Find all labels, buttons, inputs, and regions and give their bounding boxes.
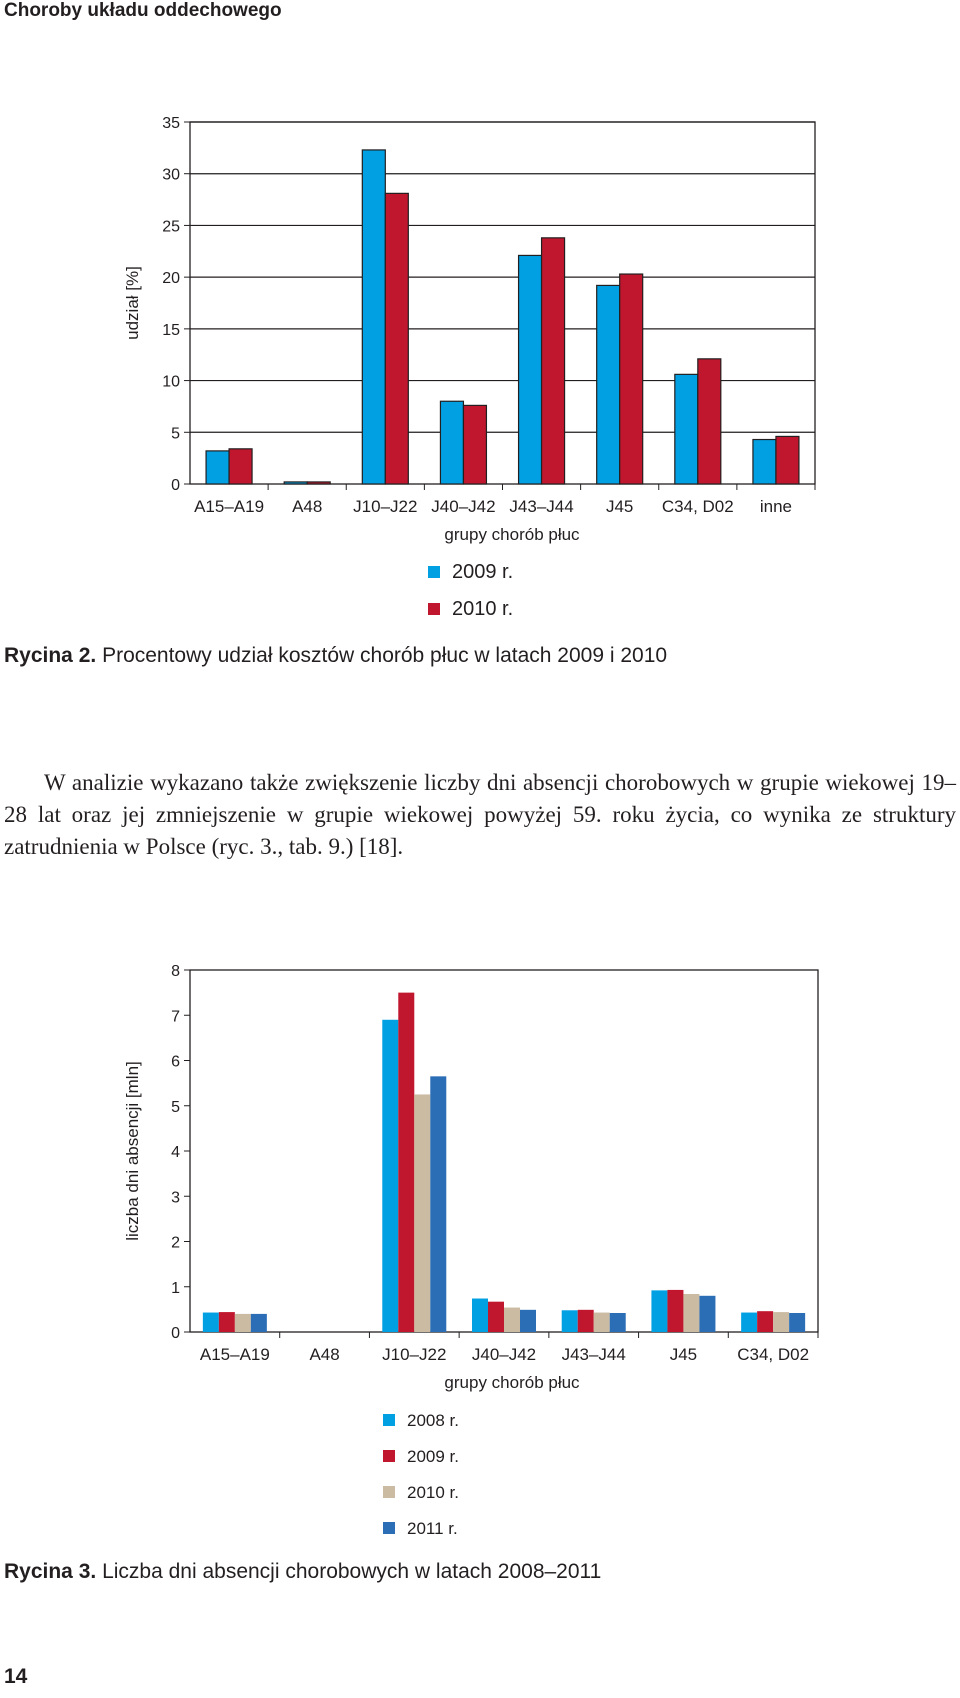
- x-tick-label: C34, D02: [661, 497, 734, 516]
- x-axis-title: grupy chorób płuc: [444, 1373, 580, 1392]
- bar-2011r-0: [251, 1314, 267, 1332]
- legend-swatch: [383, 1414, 395, 1426]
- y-tick-label: 5: [171, 1098, 180, 1116]
- y-tick-label: 2: [171, 1234, 180, 1252]
- bar-2008r-4: [562, 1310, 578, 1332]
- y-axis-title: udział [%]: [123, 266, 142, 340]
- bar-2009r-5: [597, 285, 620, 484]
- x-tick-label: inne: [759, 497, 793, 516]
- bar-2009r-2: [398, 993, 414, 1332]
- bar-2010r-1: [307, 482, 330, 484]
- bar-2010r-3: [504, 1308, 520, 1332]
- bar-2010r-0: [229, 449, 252, 484]
- x-tick-label: J45: [669, 1345, 698, 1364]
- x-tick-label: A15–A19: [199, 1345, 270, 1364]
- bar-2009r-6: [675, 374, 698, 484]
- x-tick-label: A15–A19: [194, 497, 265, 516]
- y-axis-title: liczba dni absencji [mln]: [123, 1061, 142, 1241]
- legend-label: 2008 r.: [407, 1411, 459, 1430]
- legend-label: 2009 r.: [407, 1447, 459, 1466]
- page-number: 14: [4, 1665, 28, 1688]
- bar-2008r-3: [472, 1299, 488, 1332]
- figure-2-caption-text: Procentowy udział kosztów chorób płuc w latach 2009 i 2010: [102, 644, 668, 667]
- bar-2010r-4: [594, 1313, 610, 1332]
- legend-swatch: [428, 566, 440, 578]
- bar-2010r-6: [773, 1312, 789, 1332]
- x-tick-label: J10–J22: [382, 1345, 447, 1364]
- y-tick-label: 25: [162, 218, 180, 236]
- bar-2010r-6: [698, 359, 721, 484]
- bar-2009r-0: [206, 451, 229, 484]
- bar-2011r-5: [699, 1296, 715, 1332]
- x-axis-title: grupy chorób płuc: [444, 525, 580, 544]
- y-tick-label: 35: [162, 115, 180, 132]
- y-tick-label: 1: [171, 1279, 180, 1297]
- bar-2009r-4: [578, 1310, 594, 1332]
- running-head: Choroby układu oddechowego: [4, 0, 282, 21]
- figure-3-caption: [4, 1560, 601, 1584]
- x-tick-label: C34, D02: [737, 1345, 810, 1364]
- legend-label: 2010 r.: [407, 1483, 459, 1502]
- y-tick-label: 15: [162, 321, 180, 339]
- figure-3-caption-text: Liczba dni absencji chorobowych w latach 2008–2011: [102, 1560, 602, 1583]
- legend-swatch: [383, 1450, 395, 1462]
- y-tick-label: 0: [171, 477, 180, 494]
- y-tick-label: 30: [162, 166, 180, 184]
- figure-3-label: Rycina 3.: [4, 1560, 97, 1583]
- bar-2009r-0: [219, 1312, 235, 1332]
- x-tick-label: J45: [605, 497, 634, 516]
- x-tick-label: A48: [292, 497, 323, 516]
- bar-2009r-2: [362, 150, 385, 484]
- legend-label: 2011 r.: [407, 1519, 458, 1538]
- bar-2008r-6: [741, 1313, 757, 1332]
- y-tick-label: 0: [171, 1325, 180, 1342]
- y-tick-label: 10: [162, 373, 180, 391]
- figure-2-label: Rycina 2.: [4, 644, 97, 667]
- x-tick-label: J43–J44: [509, 497, 574, 516]
- bar-2009r-6: [757, 1311, 773, 1332]
- legend-label: 2010 r.: [452, 598, 514, 620]
- bar-2009r-7: [753, 440, 776, 484]
- bar-2010r-3: [463, 405, 486, 484]
- bar-2010r-2: [385, 193, 408, 484]
- x-tick-label: J10–J22: [353, 497, 418, 516]
- bar-2010r-4: [542, 238, 565, 484]
- plot-frame: [190, 970, 818, 1332]
- bar-2011r-4: [610, 1313, 626, 1332]
- body-paragraph: W analizie wykazano także zwiększenie liczby dni absencji chorobowych w grupie wiekowej 19–28 lat oraz jej zmniejszenie w grupie wiekowej powyżej 59. roku życia, co wynika ze struktury zatrudnienia w Polsce (ryc. 3., tab. 9.) [18].: [4, 770, 956, 859]
- legend-swatch: [383, 1522, 395, 1534]
- bar-2010r-0: [235, 1314, 251, 1332]
- bar-2010r-5: [683, 1294, 699, 1332]
- y-tick-label: 6: [171, 1053, 180, 1071]
- bar-2009r-3: [488, 1302, 504, 1332]
- y-tick-label: 8: [171, 963, 180, 980]
- chart-cost-share: [0, 100, 960, 630]
- bar-2011r-2: [430, 1076, 446, 1332]
- bar-2010r-5: [620, 274, 643, 484]
- bar-2008r-0: [203, 1313, 219, 1332]
- figure-2-caption: [4, 644, 667, 668]
- bar-2009r-5: [667, 1290, 683, 1332]
- bar-2009r-1: [284, 482, 307, 484]
- y-tick-label: 3: [171, 1189, 180, 1207]
- chart-sick-leave-days: [0, 950, 960, 1550]
- y-tick-label: 5: [171, 425, 180, 443]
- y-tick-label: 4: [171, 1144, 180, 1161]
- bar-2011r-6: [789, 1313, 805, 1332]
- y-tick-label: 7: [171, 1008, 180, 1026]
- legend-swatch: [383, 1486, 395, 1498]
- bar-2011r-3: [520, 1310, 536, 1332]
- bar-2008r-2: [382, 1020, 398, 1332]
- legend-swatch: [428, 603, 440, 615]
- bar-2009r-3: [440, 401, 463, 484]
- x-tick-label: J40–J42: [471, 1345, 537, 1364]
- x-tick-label: A48: [309, 1345, 340, 1364]
- x-tick-label: J43–J44: [561, 1345, 626, 1364]
- x-tick-label: J40–J42: [431, 497, 496, 516]
- bar-2010r-2: [414, 1094, 430, 1332]
- legend-label: 2009 r.: [452, 561, 514, 583]
- bar-2010r-7: [776, 436, 799, 484]
- y-tick-label: 20: [162, 270, 180, 288]
- bar-2009r-4: [519, 255, 542, 484]
- bar-2008r-5: [651, 1290, 667, 1332]
